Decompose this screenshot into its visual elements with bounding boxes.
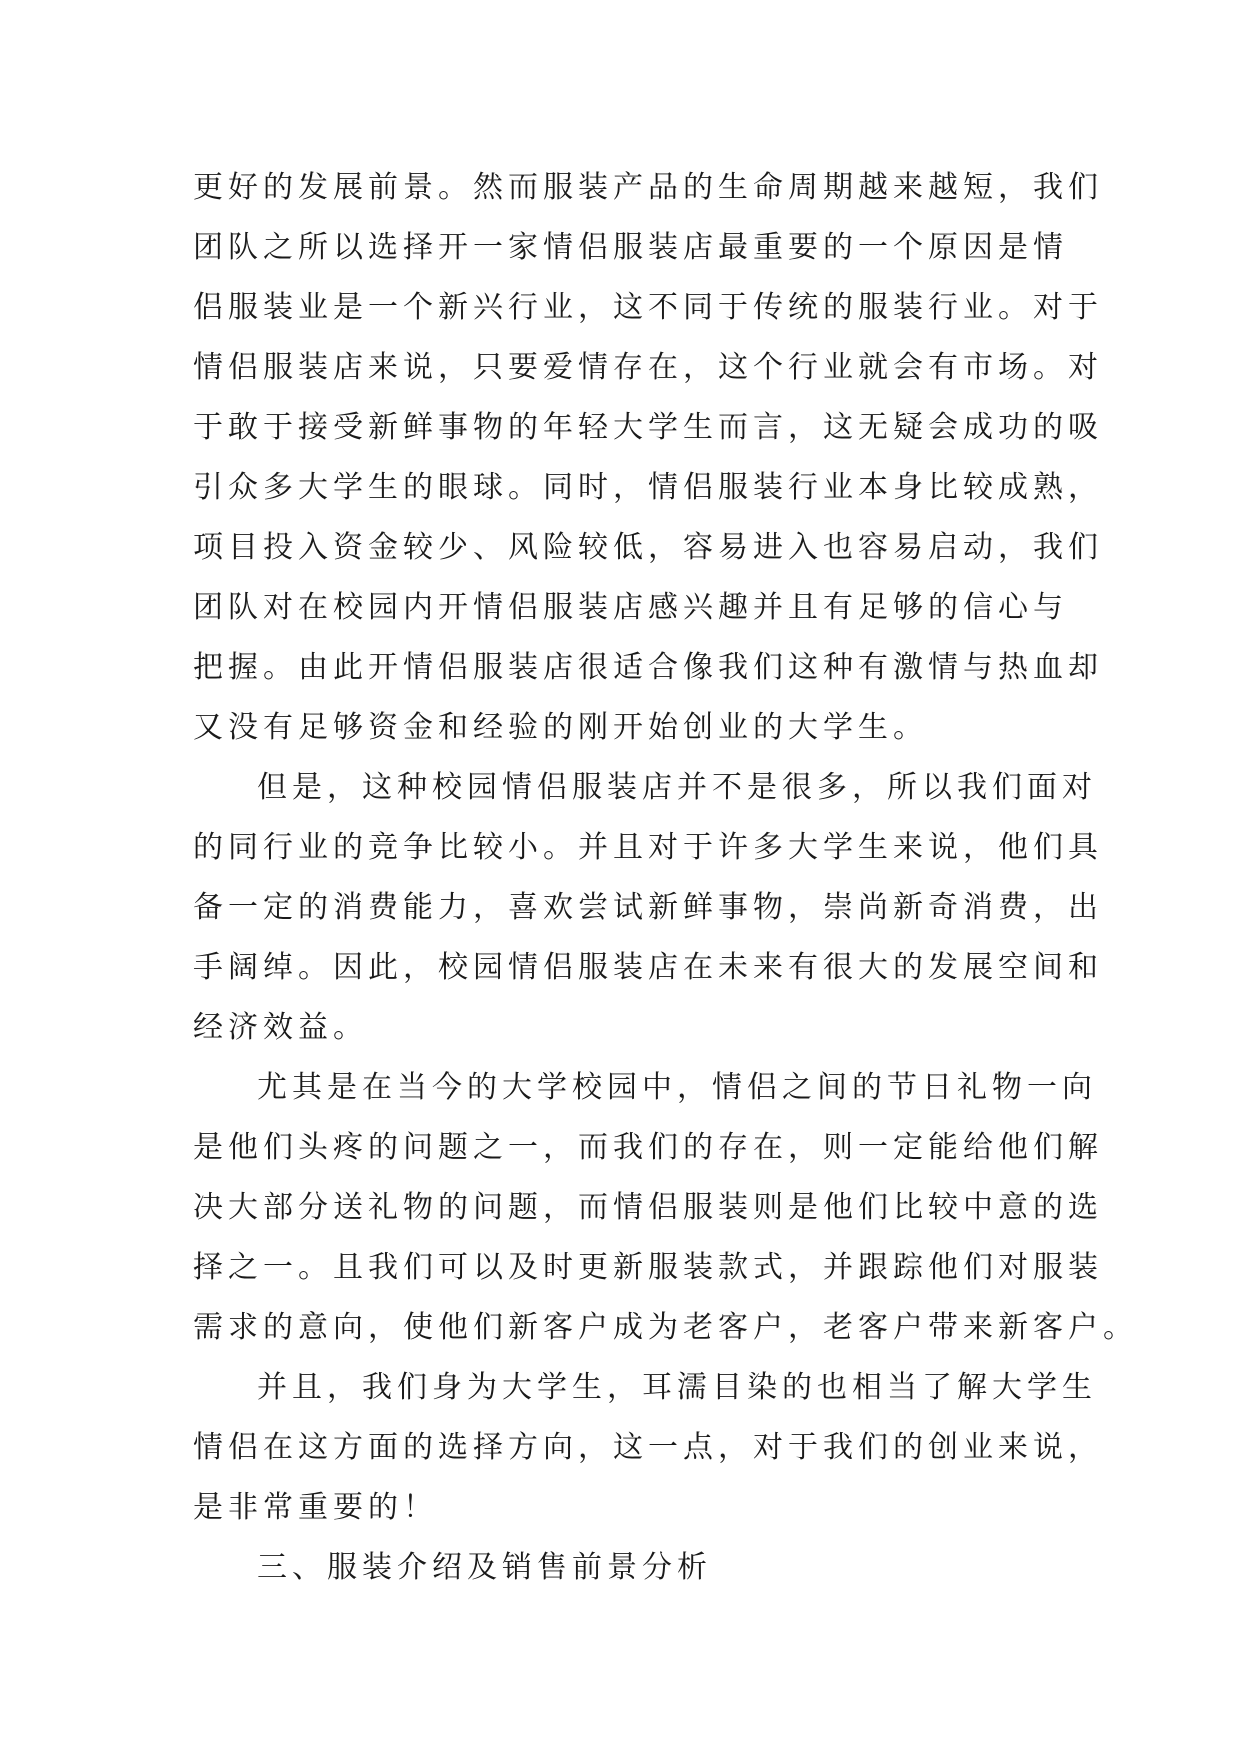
text-line: 项目投入资金较少、风险较低，容易进入也容易启动，我们 — [193, 530, 1103, 565]
text-line: 把握。由此开情侣服装店很适合像我们这种有激情与热血却 — [193, 650, 1103, 685]
text-line: 但是，这种校园情侣服装店并不是很多，所以我们面对 — [257, 770, 1097, 805]
text-line: 团队之所以选择开一家情侣服装店最重要的一个原因是情 — [193, 230, 1068, 265]
text-line: 需求的意向，使他们新客户成为老客户，老客户带来新客户。 — [193, 1310, 1138, 1345]
text-line: 又没有足够资金和经验的刚开始创业的大学生。 — [193, 710, 928, 745]
text-line: 手阔绰。因此，校园情侣服装店在未来有很大的发展空间和 — [193, 950, 1103, 985]
text-line: 更好的发展前景。然而服装产品的生命周期越来越短，我们 — [193, 170, 1103, 205]
text-line: 情侣服装店来说，只要爱情存在，这个行业就会有市场。对 — [193, 350, 1103, 385]
text-line: 于敢于接受新鲜事物的年轻大学生而言，这无疑会成功的吸 — [193, 410, 1103, 445]
text-line: 团队对在校园内开情侣服装店感兴趣并且有足够的信心与 — [193, 590, 1068, 625]
text-line: 经济效益。 — [193, 1010, 368, 1045]
text-line: 情侣在这方面的选择方向，这一点，对于我们的创业来说， — [193, 1430, 1103, 1465]
text-line: 的同行业的竞争比较小。并且对于许多大学生来说，他们具 — [193, 830, 1103, 865]
text-line: 三、服装介绍及销售前景分析 — [257, 1550, 712, 1585]
text-line: 侣服装业是一个新兴行业，这不同于传统的服装行业。对于 — [193, 290, 1103, 325]
text-line: 是他们头疼的问题之一，而我们的存在，则一定能给他们解 — [193, 1130, 1103, 1165]
text-line: 决大部分送礼物的问题，而情侣服装则是他们比较中意的选 — [193, 1190, 1103, 1225]
text-line: 并且，我们身为大学生，耳濡目染的也相当了解大学生 — [257, 1370, 1097, 1405]
text-line: 备一定的消费能力，喜欢尝试新鲜事物，崇尚新奇消费，出 — [193, 890, 1103, 925]
text-line: 引众多大学生的眼球。同时，情侣服装行业本身比较成熟， — [193, 470, 1103, 505]
body-text — [193, 158, 1138, 1598]
text-line: 择之一。且我们可以及时更新服装款式，并跟踪他们对服装 — [193, 1250, 1103, 1285]
text-line: 是非常重要的！ — [193, 1490, 438, 1525]
text-line: 尤其是在当今的大学校园中，情侣之间的节日礼物一向 — [257, 1070, 1097, 1105]
